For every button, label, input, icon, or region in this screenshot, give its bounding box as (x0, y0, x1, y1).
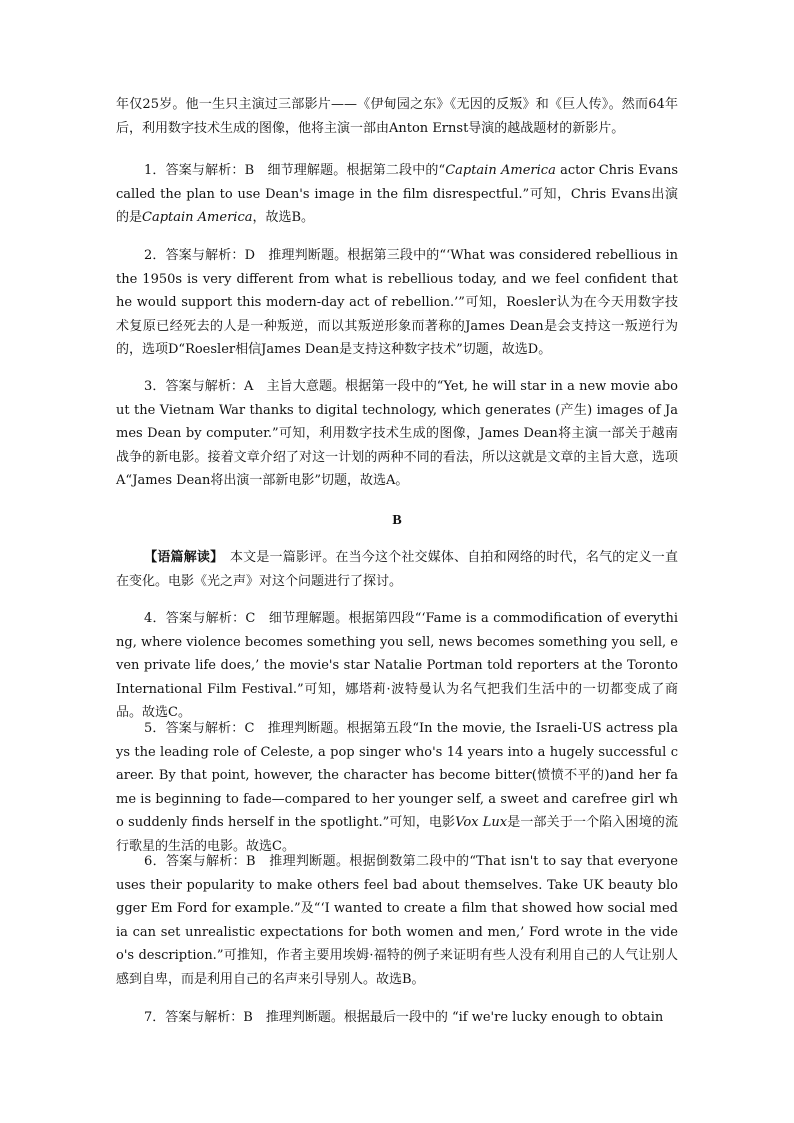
answer-4 (116, 607, 678, 725)
answer-1-italic-b: Captain America (142, 210, 253, 225)
answer-1 (116, 159, 678, 230)
answer-6-text: 6．答案与解析：B 推理判断题。根据倒数第二段中的“That isn't to say that everyone uses their popularity to make others feel bad about themselves. Take UK beauty blogger Em Ford for example.”及“‘I wanted to create a film that showed how social media can set unrealistic expectations for both women and men,’ Ford wrote in the video's description.”可推知，作者主要用埃姆·福特的例子来证明有些人没有利用自己的人气让别人感到自卑，而是利用自己的名声来引导别人。故选B。 (116, 854, 678, 987)
answer-5-italic: Vox Lux (455, 815, 508, 830)
answer-5-text-b: 是一部关于一个陷入困境的流行歌星的生活的电影。故选C。 (116, 815, 678, 854)
answer-2 (116, 244, 678, 362)
answer-1-text-a: 1．答案与解析：B 细节理解题。根据第二段中的“ (144, 163, 446, 178)
answer-4-text: 4．答案与解析：C 细节理解题。根据第四段“‘Fame is a commodification of everything, where violence becomes something you sell, news becomes something you sell, even private life does,’ the movie's star Natalie Portman told reporters at the Toronto International Film Festival.”可知，娜塔莉·波特曼认为名气把我们生活中的一切都变成了商品。故选C。 (116, 611, 678, 720)
answer-2-text: 2．答案与解析：D 推理判断题。根据第三段中的“‘What was considered rebellious in the 1950s is very different from what is rebellious today, and we feel confident that he would support this modern-day act of rebellion.’”可知，Roesler认为在今天用数字技术复原已经死去的人是一种叛逆，而以其叛逆形象而著称的James Dean是会支持这一叛逆行为的，选项D“Roesler相信James Dean是支持这种数字技术”切题，故选D。 (116, 248, 678, 357)
reading-text: 本文是一篇影评。在当今这个社交媒体、自拍和网络的时代，名气的定义一直在变化。电影《光之声》对这个问题进行了探讨。 (116, 550, 678, 589)
reading-summary (116, 546, 678, 593)
answer-5-text-a: 5．答案与解析：C 推理判断题。根据第五段“In the movie, the Israeli-US actress plays the leading role of Celeste, a pop singer who's 14 years into a hugely successful career. By that point, however, the character has become bitter(愤愤不平的)and her fame is beginning to fade—compared to her younger self, a sweet and carefree girl who suddenly finds herself in the spotlight.”可知，电影 (116, 721, 678, 830)
answer-5 (116, 717, 678, 858)
answer-1-text-c: ，故选B。 (252, 210, 315, 225)
answer-3 (116, 375, 678, 493)
intro-paragraph (116, 93, 678, 140)
answer-1-text-b: actor Chris Evans called the plan to use Dean's image in the film disrespectful.”可知，Chris Evans出演的是 (116, 163, 678, 225)
answer-3-text: 3．答案与解析：A 主旨大意题。根据第一段中的“Yet, he will star in a new movie about the Vietnam War thanks to digital technology, which generates (产生) images of James Dean by computer.”可知，利用数字技术生成的图像，James Dean将主演一部关于越南战争的新电影。接着文章介绍了对这一计划的两种不同的看法，所以这就是文章的主旨大意，选项A“James Dean将出演一部新电影”切题，故选A。 (116, 379, 678, 488)
answer-6 (116, 850, 678, 991)
reading-tag: 【语篇解读】 (144, 550, 217, 565)
answer-7 (116, 1006, 678, 1030)
intro-text: 年仅25岁。他一生只主演过三部影片——《伊甸园之东》《无因的反叛》和《巨人传》。然而64年后，利用数字技术生成的图像，他将主演一部由Anton Ernst导演的越战题材的新影片。 (116, 97, 678, 136)
section-b-heading: B (392, 513, 402, 528)
answer-1-italic-a: Captain America (445, 163, 556, 178)
answer-7-text: 7．答案与解析：B 推理判断题。根据最后一段中的 “if we're lucky enough to obtain (144, 1010, 664, 1025)
